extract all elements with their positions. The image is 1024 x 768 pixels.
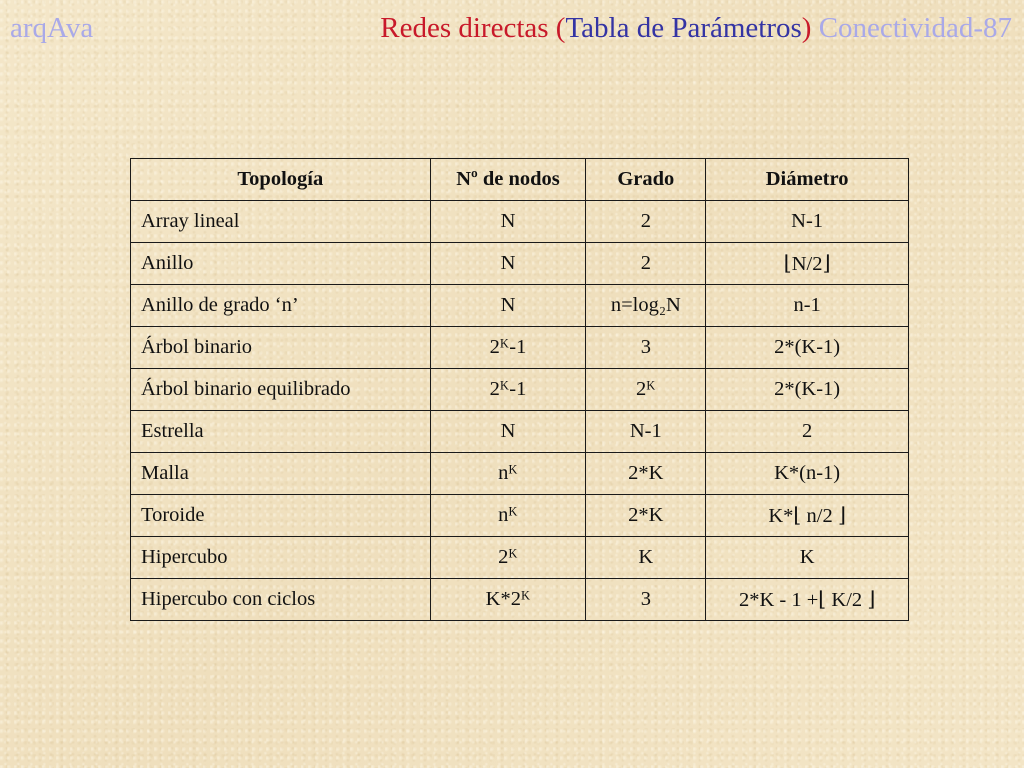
cell-topology: Array lineal	[131, 201, 431, 243]
cell-diameter: 2*(K-1)	[706, 327, 909, 369]
cell-nodes: 2ᴷ	[430, 537, 586, 579]
cell-diameter: N-1	[706, 201, 909, 243]
slide-header	[10, 12, 1012, 56]
cell-nodes: N	[430, 411, 586, 453]
cell-diameter: n-1	[706, 285, 909, 327]
cell-topology: Hipercubo	[131, 537, 431, 579]
header-topology: Topología	[131, 159, 431, 201]
cell-diameter: K*(n-1)	[706, 453, 909, 495]
table-row	[131, 327, 909, 369]
table-header-row	[131, 159, 909, 201]
table-row	[131, 243, 909, 285]
cell-diameter: K*⌊ n/2 ⌋	[706, 495, 909, 537]
cell-diameter: 2*(K-1)	[706, 369, 909, 411]
cell-nodes: N	[430, 243, 586, 285]
cell-nodes: N	[430, 201, 586, 243]
cell-degree: 2*K	[586, 453, 706, 495]
title-part-1: Redes directas (	[380, 12, 566, 44]
cell-topology: Anillo de grado ‘n’	[131, 285, 431, 327]
cell-nodes: nᴷ	[430, 453, 586, 495]
table-row	[131, 537, 909, 579]
table-row	[131, 495, 909, 537]
slide-title	[380, 12, 1012, 45]
cell-degree: N-1	[586, 411, 706, 453]
cell-diameter: 2	[706, 411, 909, 453]
title-part-3: )	[801, 12, 812, 44]
header-degree: Grado	[586, 159, 706, 201]
cell-topology: Anillo	[131, 243, 431, 285]
cell-topology: Estrella	[131, 411, 431, 453]
parameters-table	[130, 158, 909, 621]
cell-topology: Árbol binario equilibrado	[131, 369, 431, 411]
title-part-4: Conectividad-87	[811, 12, 1012, 44]
cell-nodes: 2ᴷ-1	[430, 369, 586, 411]
table-row	[131, 411, 909, 453]
cell-degree: 2	[586, 243, 706, 285]
cell-nodes: 2ᴷ-1	[430, 327, 586, 369]
table-row	[131, 369, 909, 411]
title-part-2: Tabla de Parámetros	[565, 12, 802, 44]
cell-degree: n=log₂N	[586, 285, 706, 327]
table-row	[131, 201, 909, 243]
cell-diameter: K	[706, 537, 909, 579]
cell-nodes: nᴷ	[430, 495, 586, 537]
cell-diameter: 2*K - 1 +⌊ K/2 ⌋	[706, 579, 909, 621]
cell-degree: K	[586, 537, 706, 579]
cell-nodes: K*2ᴷ	[430, 579, 586, 621]
cell-degree: 2ᴷ	[586, 369, 706, 411]
cell-topology: Malla	[131, 453, 431, 495]
cell-degree: 3	[586, 579, 706, 621]
cell-topology: Hipercubo con ciclos	[131, 579, 431, 621]
cell-degree: 3	[586, 327, 706, 369]
cell-nodes: N	[430, 285, 586, 327]
cell-topology: Toroide	[131, 495, 431, 537]
table-row	[131, 453, 909, 495]
app-name: arqAva	[10, 12, 94, 44]
header-nodes: Nº de nodos	[430, 159, 586, 201]
table-row	[131, 579, 909, 621]
cell-topology: Árbol binario	[131, 327, 431, 369]
header-diameter: Diámetro	[706, 159, 909, 201]
cell-degree: 2*K	[586, 495, 706, 537]
table-row	[131, 285, 909, 327]
cell-degree: 2	[586, 201, 706, 243]
cell-diameter: ⌊N/2⌋	[706, 243, 909, 285]
